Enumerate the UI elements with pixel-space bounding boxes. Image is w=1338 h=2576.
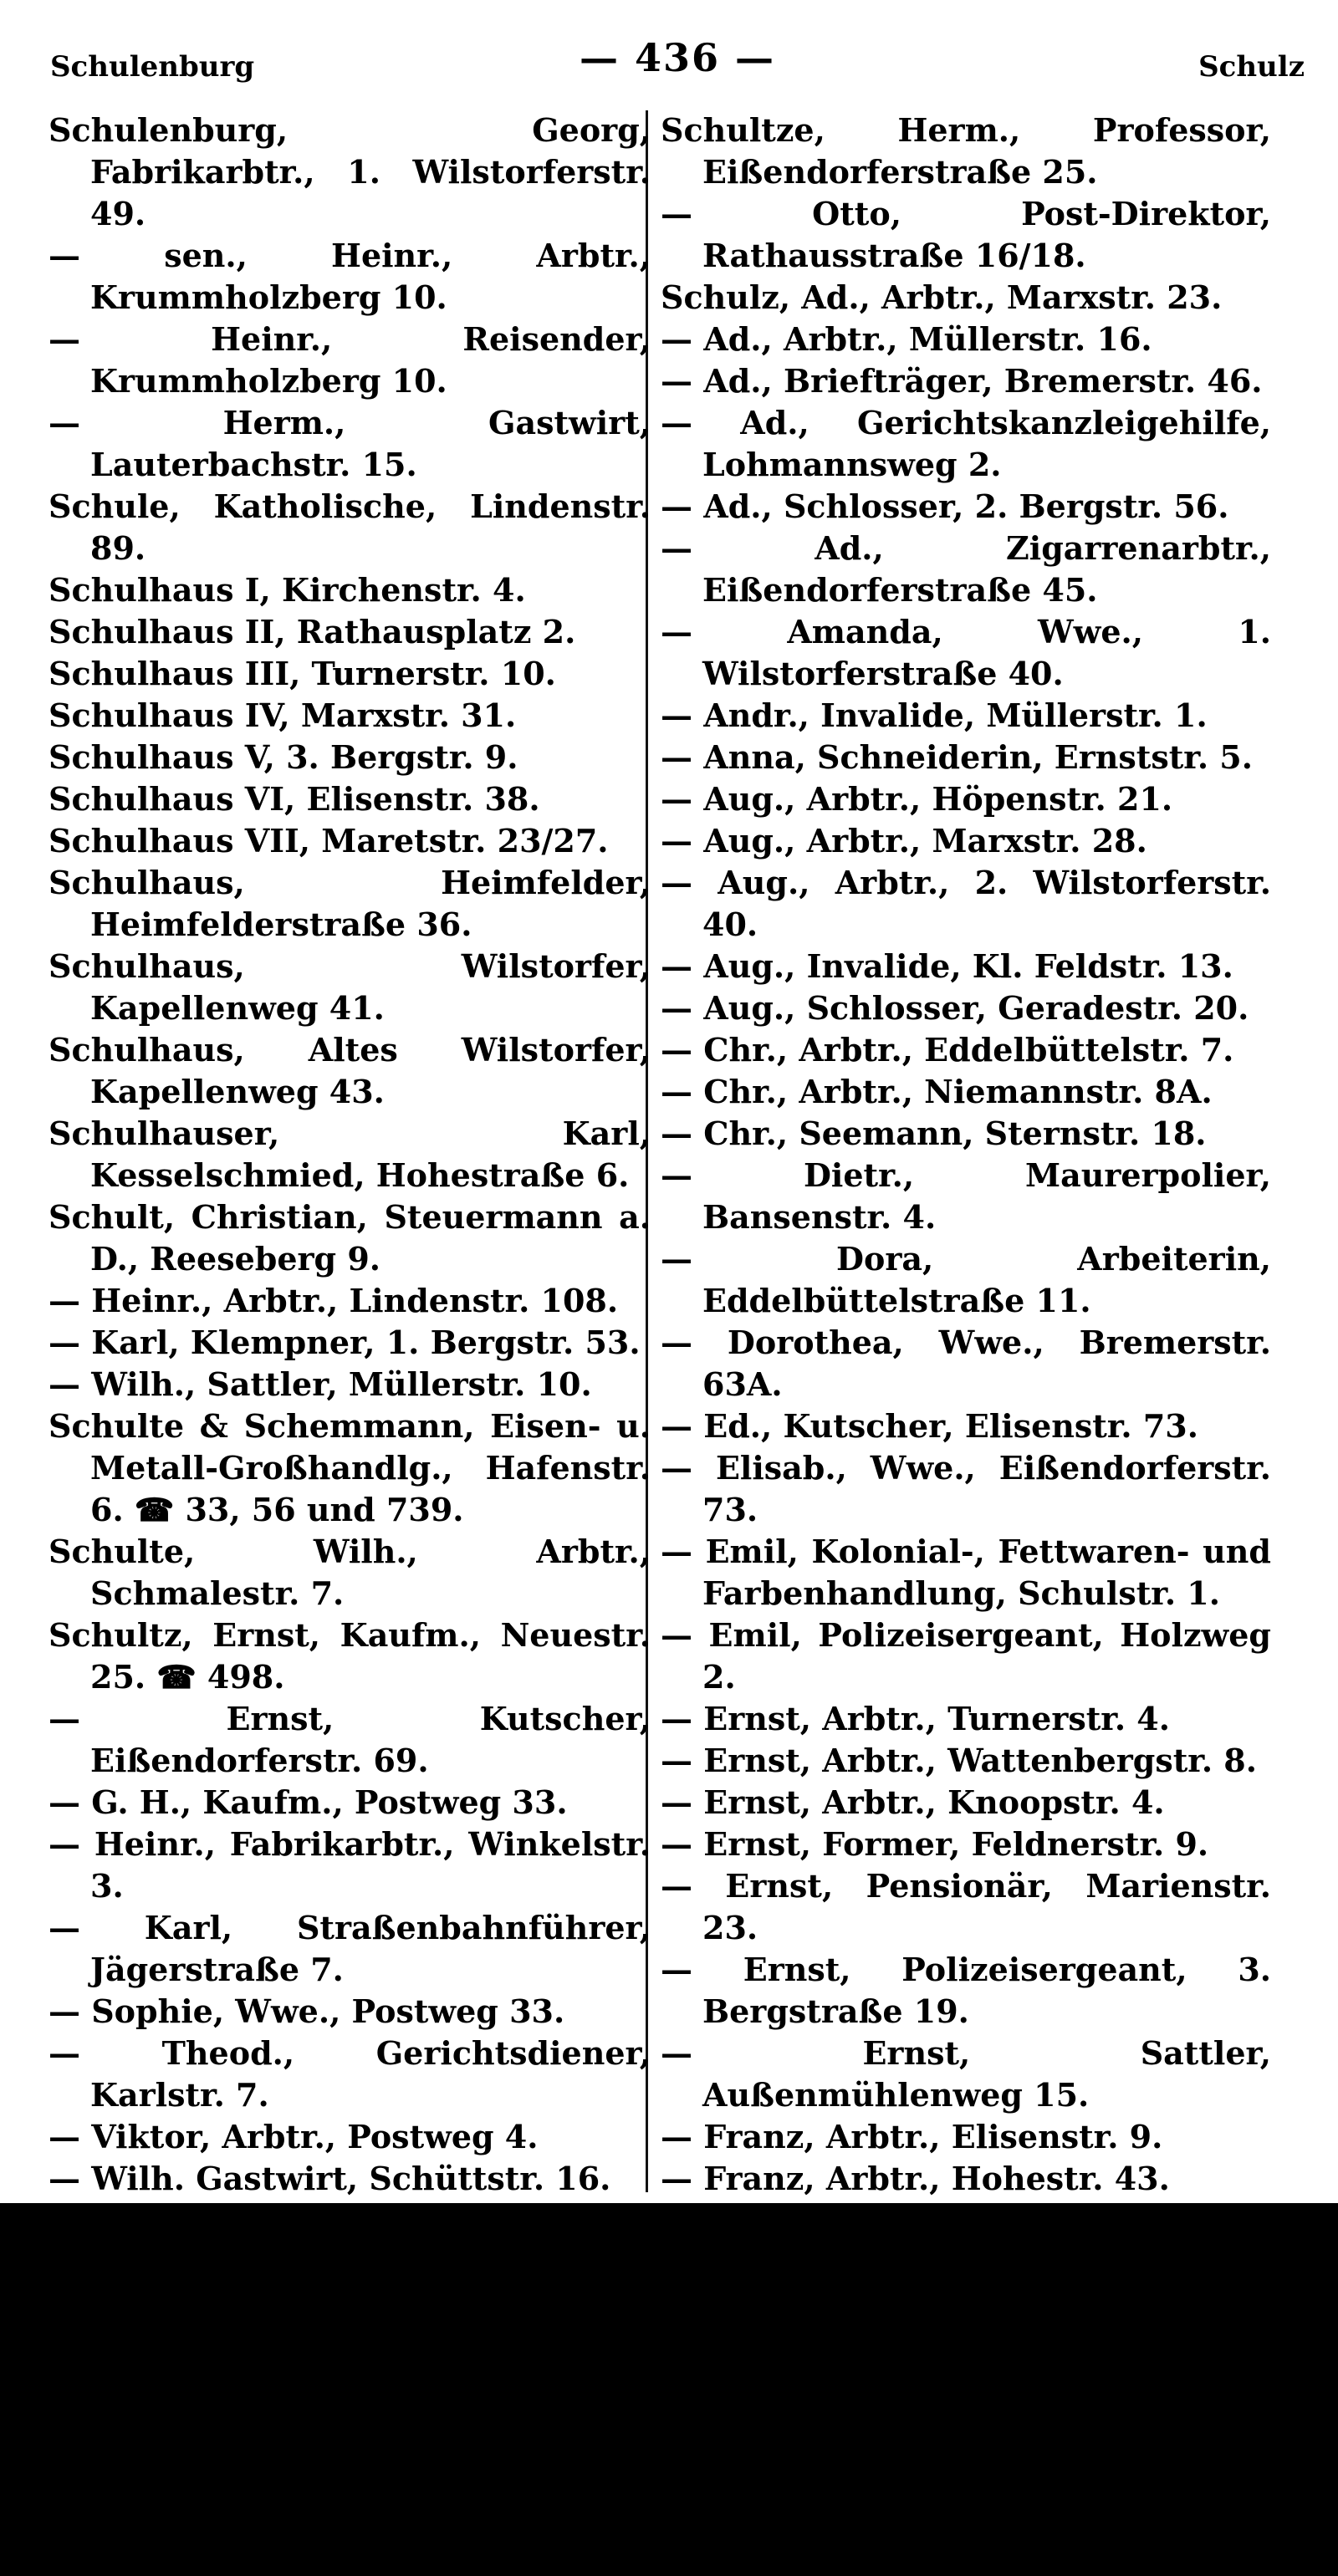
directory-entry: — Wilh., Sattler, Müllerstr. 10.: [49, 1365, 592, 1403]
directory-entry: — Elisab., Wwe., Eißendorferstr. 73.: [661, 1449, 1271, 1528]
directory-entry: Schulhaus II, Rathausplatz 2.: [49, 613, 576, 650]
directory-entry: Schulhaus, Heimfelder, Heimfelderstraße 36.: [49, 864, 651, 943]
directory-entry: — Friedr., Arbtr., Kl. Feldstr. 12.: [661, 2243, 1230, 2281]
directory-entry: — Heinr., Reisender, Krummholzberg 10.: [49, 320, 651, 400]
directory-entry: Schult, Christian, Steuermann a. D., Reeseberg 9.: [49, 1198, 651, 1278]
directory-entry: — Aug., Invalide, Kl. Feldstr. 13.: [661, 947, 1233, 985]
directory-entry: — Otto, Post-Direktor, Rathausstraße 16/18.: [661, 195, 1271, 274]
directory-entry: — sen., Heinr., Arbtr., Krummholzberg 10.: [49, 237, 651, 316]
directory-entry: — Aug., Arbtr., Höpenstr. 21.: [661, 780, 1173, 818]
directory-entry: Schulhauser, Karl, Kesselschmied, Hohestraße 6.: [49, 1115, 651, 1194]
directory-entry: Schulte, Wilh., Arbtr., Schmalestr. 7.: [49, 1533, 651, 1612]
directory-entry: Schule, Katholische, Lindenstr. 89.: [49, 487, 651, 567]
directory-entry: — Aug., Schlosser, Geradestr. 20.: [661, 989, 1249, 1027]
running-head-left: Schulenburg: [50, 50, 255, 84]
directory-entry: — Ad., Zigarrenarbtr., Eißendorferstraße 45.: [661, 529, 1271, 609]
directory-entry: — Theod., Gerichtsdiener, Karlstr. 7.: [49, 2034, 651, 2114]
directory-entry: — Karl, Straßenbahnführer, Jägerstraße 7.: [49, 1909, 651, 1988]
directory-entry: — Herm., Gastwirt, Lauterbachstr. 15.: [49, 404, 651, 483]
directory-entry: — Ed., Kutscher, Elisenstr. 73.: [661, 1407, 1198, 1445]
directory-entry: Schulenburg, Georg, Fabrikarbtr., 1. Wilstorferstr. 49.: [49, 111, 651, 232]
directory-entry: — Herm., Fabrikarbtr., 1. Bergstr. 30.: [49, 2494, 651, 2573]
directory-entry: — G. H., Kaufm., Postweg 33.: [49, 1783, 568, 1821]
directory-entry: — Ernst, Arbtr., Wattenbergstr. 8.: [661, 1742, 1257, 1779]
directory-entry: — Karl, Klempner, 1. Bergstr. 53.: [49, 1324, 641, 1361]
directory-entry: — Franz, Arbtr., Hohestr. 43.: [661, 2160, 1170, 2197]
directory-entry: — Ernst, Former, Feldnerstr. 9.: [661, 1825, 1209, 1863]
directory-entry: Schulhaus V, 3. Bergstr. 9.: [49, 738, 518, 776]
left-column: [49, 110, 651, 2576]
directory-entry: — Wilh. Gastwirt, Schüttstr. 16.: [49, 2160, 611, 2197]
directory-entry: — Viktor, Arbtr., Postweg 4.: [49, 2118, 539, 2155]
directory-entry: — Chr., Seemann, Sternstr. 18.: [661, 1115, 1207, 1152]
directory-entry: — Wilh., Kontorbote, Bremerstr. 68.: [49, 2201, 651, 2281]
directory-entry: — Friedr., Arbtr., Parkstr. 11.: [661, 2285, 1176, 2323]
directory-entry: — Ernst, Arbtr., Turnerstr. 4.: [661, 1700, 1170, 1737]
directory-entry: — Andr., Invalide, Müllerstr. 1.: [661, 696, 1208, 734]
directory-entry: — Ernst, Pensionär, Marienstr. 23.: [661, 1867, 1271, 1946]
directory-entry: — Friedr., Schlosser, Werderstr. 87.: [661, 2327, 1271, 2406]
directory-entry: — Heinr., Arbtr., Lindenstr. 108.: [49, 1282, 619, 1319]
directory-entry: — Chr., Arbtr., Niemannstr. 8A.: [661, 1073, 1213, 1110]
directory-entry: — Friedr., Arbtr., Kl. Feldstr. 2.: [661, 2201, 1208, 2239]
directory-entry: Schulhaus IV, Marxstr. 31.: [49, 696, 517, 734]
directory-entry: — Chr., Arbtr., Eddelbüttelstr. 7.: [661, 1031, 1234, 1069]
directory-entry: Schultze, Alb., Strommeister, Meyerstraße 10.: [49, 2410, 651, 2490]
page-number: — 436 —: [579, 35, 776, 80]
directory-entry: Schultze, Herm., Professor, Eißendorferstraße 25.: [661, 111, 1271, 191]
directory-entry: Schulhaus III, Turnerstr. 10.: [49, 655, 556, 692]
directory-entry: Schulhaus, Altes Wilstorfer, Kapellenweg 43.: [49, 1031, 651, 1110]
directory-entry: — Aug., Arbtr., Marxstr. 28.: [661, 822, 1147, 860]
directory-entry: — Wilh., Schriftsetzer, Winkelstr. 5.: [49, 2285, 651, 2364]
directory-entry: — Ad., Gerichtskanzleigehilfe, Lohmannsweg 2.: [661, 404, 1271, 483]
directory-entry: — Dorothea, Wwe., Bremerstr. 63A.: [661, 1324, 1271, 1403]
directory-entry: — Ad., Briefträger, Bremerstr. 46.: [661, 362, 1263, 400]
directory-entry: Schulhaus I, Kirchenstr. 4.: [49, 571, 526, 609]
directory-entry: — Ad., Schlosser, 2. Bergstr. 56.: [661, 487, 1229, 525]
directory-entry: Schulhaus VI, Elisenstr. 38.: [49, 780, 540, 818]
directory-entry: — Dora, Arbeiterin, Eddelbüttelstraße 11.: [661, 1240, 1271, 1319]
directory-entry: — Willy, Restaurateur, Sand 34A.: [49, 2369, 636, 2406]
directory-entry: — Franz, Arbtr., Elisenstr. 9.: [661, 2118, 1163, 2155]
directory-entry: — Amanda, Wwe., 1. Wilstorferstraße 40.: [661, 613, 1271, 692]
directory-entry: Schulhaus, Wilstorfer, Kapellenweg 41.: [49, 947, 651, 1027]
directory-entry: — Ernst, Sattler, Außenmühlenweg 15.: [661, 2034, 1271, 2114]
directory-entry: — Heinr., Fabrikarbtr., Winkelstr. 3.: [49, 1825, 651, 1905]
right-column: [661, 110, 1271, 2409]
directory-entry: — Dietr., Maurerpolier, Bansenstr. 4.: [661, 1156, 1271, 1236]
directory-entry: — Emil, Kolonial-, Fettwaren- und Farbenhandlung, Schulstr. 1.: [661, 1533, 1271, 1612]
directory-entry: Schulhaus VII, Maretstr. 23/27.: [49, 822, 609, 860]
page-header: [50, 35, 1305, 94]
directory-entry: — Emil, Polizeisergeant, Holzweg 2.: [661, 1616, 1271, 1696]
directory-entry: Schulz, Ad., Arbtr., Marxstr. 23.: [661, 278, 1223, 316]
directory-entry: — Ernst, Polizeisergeant, 3. Bergstraße 19.: [661, 1951, 1271, 2030]
directory-entry: — Anna, Schneiderin, Ernststr. 5.: [661, 738, 1253, 776]
directory-entry: — Ernst, Kutscher, Eißendorferstr. 69.: [49, 1700, 651, 1779]
directory-entry: Schulte & Schemmann, Eisen- u. Metall-Großhandlg., Hafenstr. 6. ☎ 33, 56 und 739.: [49, 1407, 651, 1528]
directory-entry: — Ad., Arbtr., Müllerstr. 16.: [661, 320, 1152, 358]
directory-entry: — Sophie, Wwe., Postweg 33.: [49, 1992, 565, 2030]
directory-entry: Schultz, Ernst, Kaufm., Neuestr. 25. ☎ 498.: [49, 1616, 651, 1696]
directory-entry: — Ernst, Arbtr., Knoopstr. 4.: [661, 1783, 1165, 1821]
directory-entry: — Aug., Arbtr., 2. Wilstorferstr. 40.: [661, 864, 1271, 943]
running-head-right: Schulz: [1198, 50, 1305, 84]
